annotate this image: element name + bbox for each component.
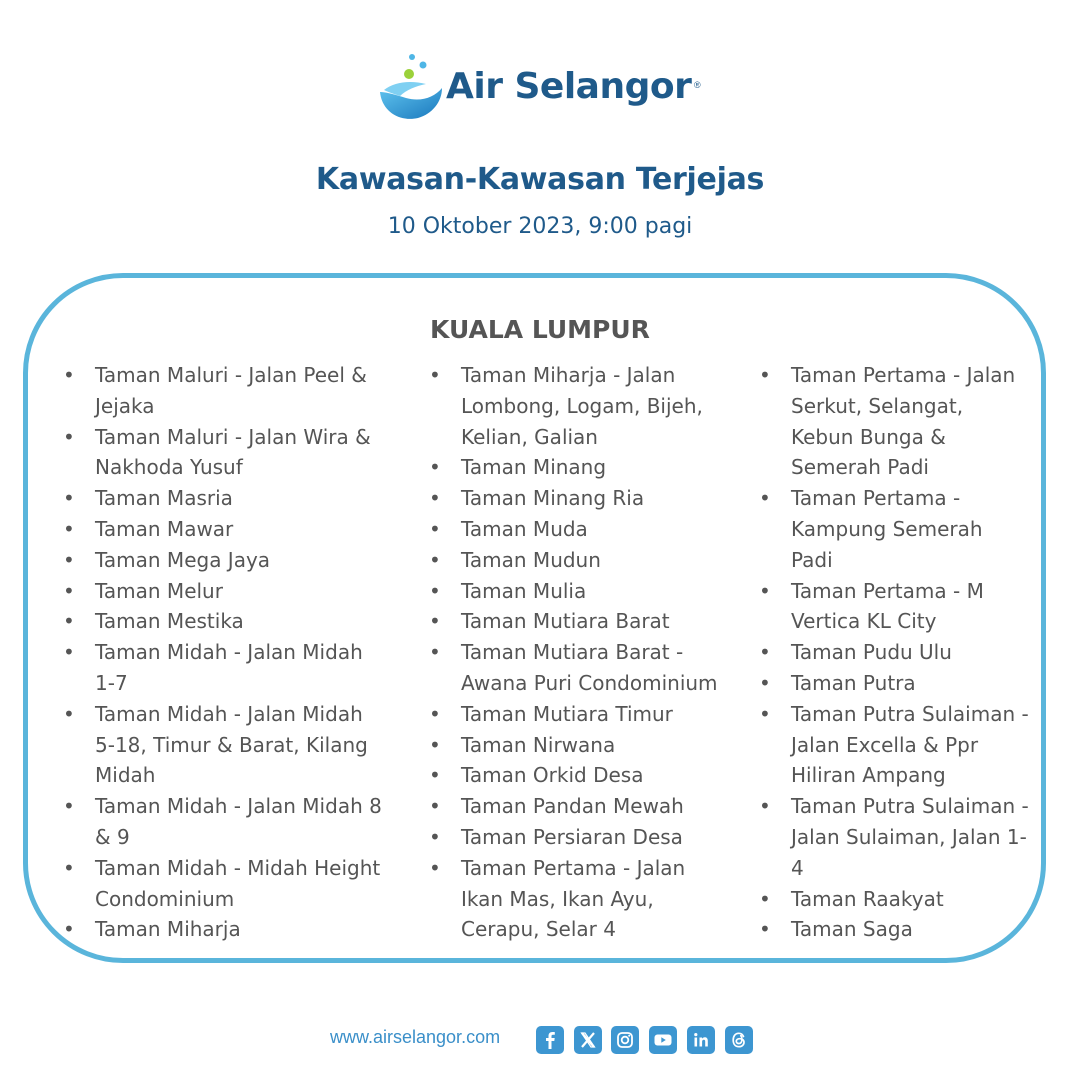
bullet-icon: • (429, 516, 441, 541)
water-drop-logo-icon (376, 52, 446, 128)
facebook-icon[interactable] (536, 1026, 564, 1054)
area-list-item (759, 884, 1029, 915)
area-name: Taman Miharja - Jalan Lombong, Logam, Bijeh, Kelian, Galian (461, 363, 703, 449)
bullet-icon: • (429, 732, 441, 757)
area-name: Taman Putra Sulaiman - Jalan Excella & Ppr Hiliran Ampang (791, 701, 1029, 788)
area-name: Taman Pertama - M Vertica KL City (791, 578, 984, 634)
area-list-item (759, 791, 1029, 883)
area-name: Taman Pertama - Jalan Serkut, Selangat, Kebun Bunga & Semerah Padi (791, 363, 1016, 480)
area-list-item (759, 914, 1029, 945)
bullet-icon: • (63, 794, 75, 819)
area-name: Taman Maluri - Jalan Peel & Jejaka (95, 363, 367, 418)
areas-column-1 (63, 360, 383, 945)
bullet-icon: • (759, 640, 771, 665)
brand-name: Air Selangor (446, 66, 692, 107)
area-name: Taman Pandan Mewah (461, 794, 684, 819)
area-name: Taman Mutiara Timur (461, 701, 673, 726)
bullet-icon: • (63, 917, 75, 942)
area-name: Taman Saga (791, 917, 913, 942)
area-name: Taman Masria (95, 486, 233, 511)
bullet-icon: • (759, 486, 771, 511)
page-title: Kawasan-Kawasan Terjejas (315, 162, 765, 197)
area-list-item (63, 637, 383, 699)
area-name: Taman Mudun (461, 547, 601, 572)
area-name: Taman Melur (95, 578, 223, 603)
area-list-item (429, 760, 729, 791)
area-name: Taman Nirwana (461, 732, 616, 757)
website-link[interactable]: www.airselangor.com (330, 1027, 501, 1047)
bullet-icon: • (429, 855, 441, 880)
area-name: Taman Persiaran Desa (461, 824, 683, 849)
bullet-icon: • (429, 363, 441, 387)
area-list-item (63, 514, 383, 545)
area-list-item (429, 606, 729, 637)
bullet-icon: • (759, 363, 771, 387)
bullet-icon: • (429, 609, 441, 634)
bullet-icon: • (759, 670, 771, 695)
area-name: Taman Putra (791, 670, 916, 695)
area-name: Taman Pertama - Jalan Ikan Mas, Ikan Ayu, Cerapu, Selar 4 (461, 855, 686, 942)
area-name: Taman Midah - Midah Height Condominium (95, 855, 381, 911)
area-name: Taman Maluri - Jalan Wira & Nakhoda Yusuf (95, 424, 371, 480)
area-name: Taman Miharja (95, 917, 241, 942)
youtube-icon[interactable] (649, 1026, 677, 1054)
area-name: Taman Raakyat (791, 886, 944, 911)
page-subtitle-date: 10 Oktober 2023, 9:00 pagi (387, 214, 693, 239)
bullet-icon: • (429, 486, 441, 511)
areas-column-3 (759, 360, 1029, 945)
area-list-item (63, 699, 383, 791)
bullet-icon: • (63, 578, 75, 603)
area-list-item (63, 483, 383, 514)
area-list-item (63, 914, 383, 945)
area-name: Taman Mutiara Barat - Awana Puri Condominium (461, 640, 718, 695)
bullet-icon: • (759, 917, 771, 942)
area-list-item (759, 360, 1029, 483)
bullet-icon: • (63, 424, 75, 449)
bullet-icon: • (63, 363, 75, 387)
area-list-item (429, 360, 729, 452)
bullet-icon: • (429, 794, 441, 819)
bullet-icon: • (759, 794, 771, 819)
area-name: Taman Putra Sulaiman - Jalan Sulaiman, Jalan 1-4 (791, 794, 1029, 880)
area-name: Taman Minang (461, 455, 607, 480)
bullet-icon: • (63, 516, 75, 541)
area-name: Taman Pudu Ulu (791, 640, 952, 665)
bullet-icon: • (63, 640, 75, 665)
area-name: Taman Orkid Desa (461, 763, 644, 788)
bullet-icon: • (429, 640, 441, 665)
area-list-item (63, 853, 383, 915)
bullet-icon: • (429, 547, 441, 572)
area-list-item (429, 699, 729, 730)
area-list-item (63, 545, 383, 576)
area-list-item (429, 637, 729, 699)
bullet-icon: • (759, 886, 771, 911)
area-list-item (63, 606, 383, 637)
bullet-icon: • (63, 701, 75, 726)
area-name: Taman Mawar (95, 516, 234, 541)
area-name: Taman Mulia (461, 578, 587, 603)
area-list-item (759, 668, 1029, 699)
bullet-icon: • (63, 486, 75, 511)
area-name: Taman Pertama - Kampung Semerah Padi (791, 486, 983, 572)
area-list-item (429, 730, 729, 761)
bullet-icon: • (429, 763, 441, 788)
area-list-item (429, 822, 729, 853)
bullet-icon: • (759, 701, 771, 726)
area-list-item (759, 699, 1029, 791)
area-name: Taman Mestika (95, 609, 244, 634)
area-list-item (429, 576, 729, 607)
bullet-icon: • (759, 578, 771, 603)
area-list-item (429, 452, 729, 483)
area-list-item (63, 422, 383, 484)
area-list-item (63, 360, 383, 422)
linkedin-icon[interactable] (687, 1026, 715, 1054)
bullet-icon: • (429, 455, 441, 480)
area-name: Taman Muda (461, 516, 588, 541)
area-list-item (429, 791, 729, 822)
bullet-icon: • (429, 701, 441, 726)
area-list-item (429, 483, 729, 514)
threads-icon[interactable] (725, 1026, 753, 1054)
bullet-icon: • (63, 609, 75, 634)
brand-logo (376, 52, 716, 128)
area-list-item (429, 514, 729, 545)
footer (0, 1024, 1080, 1056)
area-list-item (759, 637, 1029, 668)
area-name: Taman Midah - Jalan Midah 8 & 9 (95, 794, 382, 849)
area-name: Taman Minang Ria (461, 486, 645, 511)
area-list-item (759, 576, 1029, 638)
area-list-item (429, 853, 729, 945)
bullet-icon: • (63, 547, 75, 572)
area-name: Taman Mutiara Barat (461, 609, 670, 634)
area-list-item (63, 791, 383, 853)
area-list-item (429, 545, 729, 576)
area-name: Taman Midah - Jalan Midah 5-18, Timur & Barat, Kilang Midah (95, 701, 368, 788)
bullet-icon: • (63, 855, 75, 880)
area-list-item (63, 576, 383, 607)
areas-column-2 (429, 360, 729, 945)
bullet-icon: • (429, 824, 441, 849)
registered-mark: ® (694, 80, 701, 90)
x-icon[interactable] (574, 1026, 602, 1054)
bullet-icon: • (429, 578, 441, 603)
area-name: Taman Midah - Jalan Midah 1-7 (95, 640, 363, 695)
region-heading: KUALA LUMPUR (430, 315, 650, 344)
instagram-icon[interactable] (611, 1026, 639, 1054)
area-name: Taman Mega Jaya (95, 547, 271, 572)
area-list-item (759, 483, 1029, 575)
